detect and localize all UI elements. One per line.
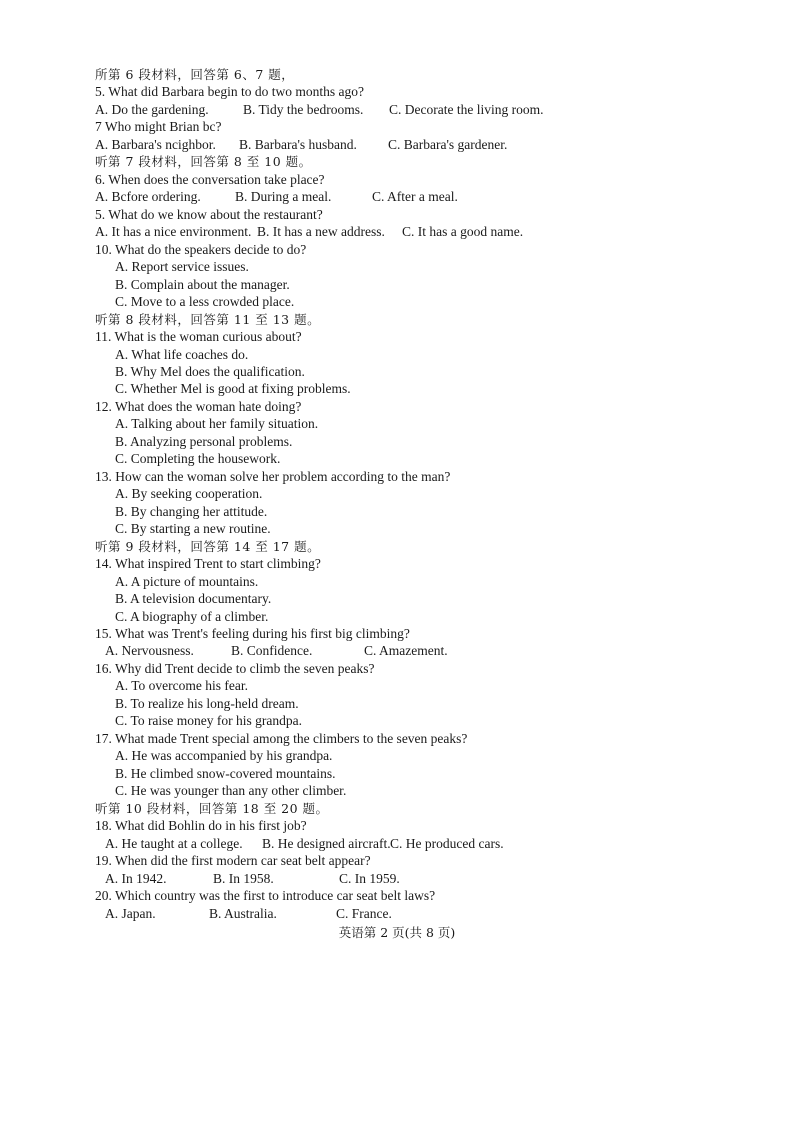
answer-option: A. Report service issues.	[115, 259, 249, 275]
answer-option: B. In 1958.	[213, 870, 274, 886]
option-row	[0, 642, 794, 659]
answer-option: C. After a meal.	[372, 189, 458, 205]
option-row	[0, 101, 794, 118]
answer-option: C. France.	[336, 905, 392, 921]
question-stem: 20. Which country was the first to introduce car seat belt laws?	[95, 888, 436, 904]
question-stem: 13. How can the woman solve her problem according to the man?	[95, 468, 451, 484]
section-heading: 听第 10 段材料，回答第 18 至 20 题。	[95, 800, 329, 816]
answer-option: C. Move to a less crowded place.	[115, 294, 295, 310]
answer-option: A. He taught at a college.	[105, 835, 243, 851]
answer-option: A. In 1942.	[105, 870, 167, 886]
option-row	[0, 870, 794, 887]
question-stem: 17. What made Trent special among the climbers to the seven peaks?	[95, 730, 468, 746]
answer-option: B. Australia.	[209, 905, 277, 921]
answer-option: A. Japan.	[105, 905, 156, 921]
question-stem: 6. When does the conversation take place?	[95, 171, 325, 187]
answer-option: C. To raise money for his grandpa.	[115, 713, 303, 729]
question-stem: 7 Who might Brian bc?	[95, 119, 222, 135]
section-heading: 听第 7 段材料，回答第 8 至 10 题。	[95, 154, 312, 170]
question-stem: 16. Why did Trent decide to climb the seven peaks?	[95, 660, 375, 676]
answer-option: B. Analyzing personal problems.	[115, 433, 293, 449]
answer-option: A. A picture of mountains.	[115, 573, 259, 589]
answer-option: C. A biography of a climber.	[115, 608, 269, 624]
answer-option: A. It has a nice environment.	[95, 224, 252, 240]
answer-option: C. By starting a new routine.	[115, 521, 271, 537]
question-stem: 5. What did Barbara begin to do two months ago?	[95, 84, 364, 100]
answer-option: A. Talking about her family situation.	[115, 416, 319, 432]
section-heading: 听第 8 段材料，回答第 11 至 13 题。	[95, 311, 321, 327]
answer-option: B. Why Mel does the qualification.	[115, 363, 305, 379]
answer-option: A. To overcome his fear.	[115, 678, 249, 694]
section-heading: 所第 6 段材料，回答第 6、7 题，	[95, 67, 295, 82]
exam-content	[0, 66, 794, 922]
question-stem: 12. What does the woman hate doing?	[95, 398, 302, 414]
option-row	[0, 835, 794, 852]
answer-option: A. He was accompanied by his grandpa.	[115, 748, 333, 764]
answer-option: C. Amazement.	[364, 643, 448, 659]
answer-option: B. He designed aircraft.	[262, 835, 391, 851]
answer-option: B. Confidence.	[231, 643, 313, 659]
answer-option: A. Do the gardening.	[95, 101, 209, 117]
section-heading: 听第 9 段材料，回答第 14 至 17 题。	[95, 538, 321, 554]
answer-option: A. By seeking cooperation.	[115, 486, 263, 502]
answer-option: A. What life coaches do.	[115, 346, 249, 362]
answer-option: C. Barbara's gardener.	[388, 136, 508, 152]
answer-option: C. He was younger than any other climber.	[115, 783, 347, 799]
question-stem: 18. What did Bohlin do in his first job?	[95, 818, 307, 834]
question-stem: 5. What do we know about the restaurant?	[95, 206, 323, 222]
answer-option: A. Barbara's ncighbor.	[95, 136, 216, 152]
answer-option: B. Complain about the manager.	[115, 276, 290, 292]
page-footer: 英语第 2 页(共 8 页)	[338, 925, 456, 940]
answer-option: B. During a meal.	[235, 189, 332, 205]
answer-option: B. He climbed snow-covered mountains.	[115, 765, 336, 781]
question-stem: 11. What is the woman curious about?	[95, 329, 302, 345]
answer-option: B. By changing her attitude.	[115, 503, 268, 519]
question-stem: 15. What was Trent's feeling during his first big climbing?	[95, 626, 410, 641]
answer-option: C. Completing the housework.	[115, 451, 281, 467]
option-row	[0, 188, 794, 205]
answer-option: C. Whether Mel is good at fixing problems.	[115, 381, 351, 397]
question-stem: 19. When did the first modern car seat belt appear?	[95, 853, 371, 869]
answer-option: B. Barbara's husband.	[239, 136, 357, 152]
answer-option: C. In 1959.	[339, 870, 400, 886]
answer-option: C. Decorate the living room.	[389, 101, 544, 117]
question-stem: 10. What do the speakers decide to do?	[95, 241, 307, 257]
option-row	[0, 223, 794, 240]
answer-option: C. It has a good name.	[402, 224, 524, 240]
answer-option: B. To realize his long-held dream.	[115, 695, 299, 711]
option-row	[0, 136, 794, 153]
option-row	[0, 905, 794, 922]
answer-option: B. A television documentary.	[115, 591, 272, 607]
question-stem: 14. What inspired Trent to start climbing?	[95, 556, 321, 572]
answer-option: B. It has a new address.	[257, 224, 385, 240]
answer-option: C. He produced cars.	[390, 835, 504, 851]
answer-option: A. Bcfore ordering.	[95, 189, 201, 205]
answer-option: B. Tidy the bedrooms.	[243, 101, 364, 117]
answer-option: A. Nervousness.	[105, 643, 194, 659]
